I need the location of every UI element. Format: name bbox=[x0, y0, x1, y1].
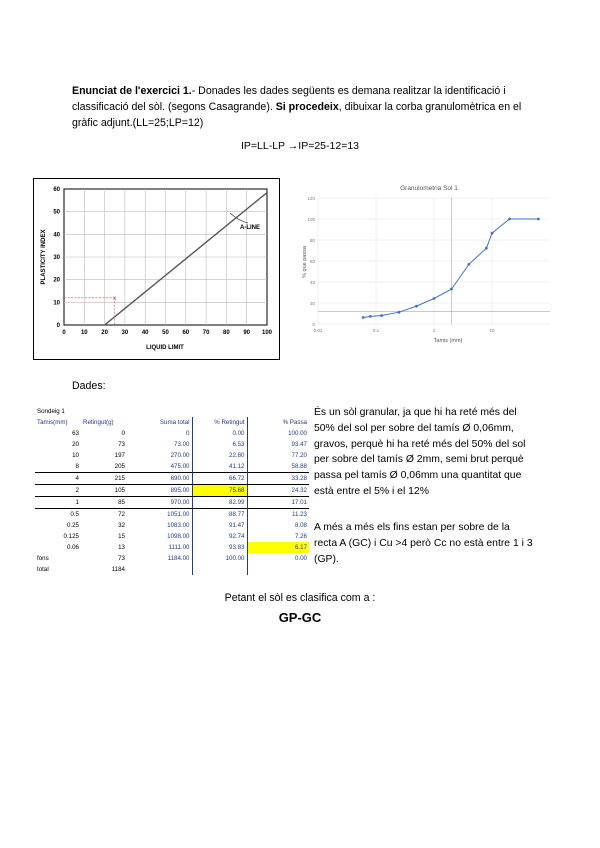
table-cell: 270.00 bbox=[127, 450, 192, 461]
granulometry-point bbox=[537, 218, 540, 221]
table-cell: 6.53 bbox=[192, 439, 247, 450]
table-cell: 8.08 bbox=[294, 522, 307, 529]
table-cell: 205 bbox=[114, 463, 125, 470]
table-cell: 1083.00 bbox=[127, 520, 192, 531]
exercise-title: Enunciat de l'exercici 1. bbox=[72, 85, 192, 97]
plasticity-x-tick: 30 bbox=[121, 330, 129, 336]
table-cell: 2 bbox=[35, 485, 81, 497]
plasticity-x-tick: 0 bbox=[62, 330, 66, 336]
granulometry-x-tick: 0.1 bbox=[372, 328, 380, 333]
table-row bbox=[35, 439, 309, 450]
table-cell: 24.32 bbox=[247, 485, 309, 497]
table-row bbox=[35, 461, 309, 473]
granulometry-point bbox=[485, 247, 488, 250]
plasticity-x-tick: 10 bbox=[80, 330, 88, 336]
table-cell: 93.83 bbox=[192, 542, 247, 553]
table-cell: 82.99 bbox=[192, 497, 247, 509]
table-cell: 197 bbox=[114, 452, 125, 459]
granulometry-point bbox=[380, 314, 383, 317]
analysis-paragraph-2: A més a més els fins estan per sobre de la recta A (GC) i Cu >4 però Cc no està entre 1 i 3 (GP). bbox=[314, 522, 533, 565]
granulometry-point bbox=[398, 311, 401, 314]
table-cell: 88.77 bbox=[192, 509, 247, 521]
table-header-row bbox=[35, 417, 309, 428]
plasticity-x-tick: 20 bbox=[101, 330, 108, 336]
table-cell: 11.23 bbox=[247, 509, 309, 521]
table-row bbox=[35, 497, 309, 509]
plasticity-x-tick: 60 bbox=[182, 330, 190, 336]
table-cell: 1184.00 bbox=[127, 553, 192, 564]
plasticity-y-tick: 20 bbox=[53, 277, 60, 284]
granulometry-title: Granulometria Sol 1 bbox=[400, 185, 458, 192]
table-cell: 0.00 bbox=[294, 555, 307, 562]
table-cell: 41.12 bbox=[192, 461, 247, 473]
table-cell: 73 bbox=[118, 555, 125, 562]
a-line-label: A-LINE bbox=[240, 225, 260, 231]
table-cell: 73.00 bbox=[127, 439, 192, 450]
table-row bbox=[35, 542, 309, 553]
table-cell: 6.17 bbox=[247, 542, 309, 553]
table-row bbox=[35, 564, 309, 575]
table-cell: 215 bbox=[81, 473, 127, 485]
granulometry-y-label: % que passa bbox=[302, 246, 308, 278]
granulometry-y-tick: 0 bbox=[312, 322, 315, 327]
table-row bbox=[35, 531, 309, 542]
exercise-text-2: , dibuixar la corba granulomètrica en el gràfic adjunt.(LL=25;LP=12) bbox=[72, 101, 522, 129]
analysis-paragraph-1: És un sòl granular, ja que hi ha reté més del 50% del sol per sobre del tamís Ø 0,06mm, gravos, perquè hi ha reté més del 50% del sol per sobre del tamís Ø 2mm, semi brut perquè passa pel tamís Ø 0,06mm una quantitat que està entre el 5% i el 12% bbox=[314, 407, 526, 497]
exercise-bold-phrase: Si procedeix bbox=[275, 101, 339, 113]
plasticity-x-tick: 40 bbox=[141, 330, 149, 336]
plasticity-x-label: LIQUID LIMIT bbox=[146, 345, 184, 351]
table-row bbox=[35, 450, 309, 461]
table-cell: 20 bbox=[72, 441, 79, 448]
table-row bbox=[35, 485, 309, 497]
granulometry-x-label: Tamis (mm) bbox=[433, 338, 463, 344]
table-cell: 1184 bbox=[111, 566, 125, 573]
table-cell: fons bbox=[37, 555, 49, 562]
table-cell: 100.00 bbox=[192, 553, 247, 564]
table-cell: 58.88 bbox=[291, 463, 307, 470]
table-cell: 32 bbox=[118, 522, 125, 529]
granulometry-x-tick: 10 bbox=[489, 328, 495, 333]
plasticity-x-tick: 50 bbox=[162, 330, 169, 336]
table-cell: 63 bbox=[72, 430, 79, 437]
plasticity-chart-svg bbox=[34, 179, 279, 359]
table-cell: 85 bbox=[118, 499, 125, 506]
table-row bbox=[35, 520, 309, 531]
table-row bbox=[35, 428, 309, 439]
table-cell: 22.80 bbox=[192, 450, 247, 461]
table-cell: 92.74 bbox=[192, 531, 247, 542]
table-cell: 0.125 bbox=[63, 533, 79, 540]
granulometry-point bbox=[415, 305, 418, 308]
table-cell: 0.5 bbox=[35, 509, 81, 521]
table-cell: total bbox=[37, 566, 49, 573]
table-cell: 0 bbox=[127, 428, 192, 439]
granulometry-y-tick: 100 bbox=[307, 217, 315, 222]
granulometry-y-tick: 20 bbox=[309, 301, 315, 306]
table-cell: 8 bbox=[75, 463, 79, 470]
granulometry-y-tick: 60 bbox=[309, 259, 315, 264]
table-cell: 0.25 bbox=[66, 522, 79, 529]
table-cell: 91.47 bbox=[192, 520, 247, 531]
table-cell: 17.01 bbox=[291, 499, 307, 506]
conclusion-text: Petant el sòl es clasifica com a : bbox=[224, 592, 376, 604]
table-cell: 72 bbox=[81, 509, 127, 521]
granulometry-point bbox=[491, 232, 494, 235]
granulometry-point bbox=[433, 297, 436, 300]
table-cell: 66.72 bbox=[192, 473, 247, 485]
granulometry-x-tick: 1 bbox=[432, 328, 436, 333]
table-cell: 15 bbox=[118, 533, 125, 540]
table-cell: 75.68 bbox=[192, 485, 247, 497]
table-cell: 970.00 bbox=[127, 497, 192, 509]
table-row bbox=[35, 509, 309, 521]
table-cell: 105 bbox=[81, 485, 127, 497]
granulometry-curve bbox=[363, 219, 538, 318]
plasticity-y-label: PLASTICITY INDEX bbox=[41, 229, 47, 285]
granulometry-point bbox=[369, 315, 372, 318]
table-row bbox=[35, 553, 309, 564]
granulometry-chart-svg bbox=[298, 180, 560, 345]
table-cell: 4 bbox=[35, 473, 81, 485]
table-header-cell: Retingut(g) bbox=[83, 419, 114, 426]
plasticity-y-tick: 30 bbox=[53, 255, 60, 261]
plasticity-x-tick: 80 bbox=[223, 330, 230, 336]
table-cell bbox=[247, 564, 309, 575]
granulometry-y-tick: 40 bbox=[309, 280, 315, 285]
table-cell: 895.00 bbox=[127, 485, 192, 497]
table-cell bbox=[192, 564, 247, 575]
table-header-cell: % Retingut bbox=[192, 417, 247, 428]
table-cell: 13 bbox=[118, 544, 125, 551]
table-cell: 0.00 bbox=[192, 428, 247, 439]
granulometry-point bbox=[362, 316, 365, 319]
plasticity-y-tick: 0 bbox=[56, 323, 60, 329]
granulometry-point bbox=[508, 218, 511, 221]
plasticity-y-tick: 50 bbox=[53, 209, 60, 216]
table-cell: 33.28 bbox=[247, 473, 309, 485]
sieve-table bbox=[35, 407, 309, 575]
plasticity-x-tick: 90 bbox=[243, 330, 251, 336]
table-cell: 10 bbox=[72, 452, 79, 459]
plasticity-y-tick: 60 bbox=[53, 187, 60, 193]
table-cell bbox=[127, 564, 192, 575]
classification-result: GP-GC bbox=[278, 610, 322, 625]
table-header-cell: % Passa bbox=[282, 419, 307, 426]
plasticity-y-tick: 40 bbox=[53, 232, 60, 239]
plasticity-chart bbox=[33, 178, 280, 360]
granulometry-y-tick: 120 bbox=[307, 196, 315, 201]
table-cell: 0.06 bbox=[66, 544, 79, 551]
table-cell: 1 bbox=[75, 499, 79, 506]
table-cell: 100.00 bbox=[288, 430, 307, 437]
plasticity-y-tick: 10 bbox=[53, 300, 60, 307]
table-cell: 0 bbox=[121, 430, 125, 437]
table-cell: 73 bbox=[118, 441, 125, 448]
data-label: Dades: bbox=[72, 380, 106, 392]
granulometry-chart bbox=[298, 180, 560, 345]
table-header-cell: Tamis(mm) bbox=[37, 419, 68, 426]
table-cell: 77.20 bbox=[291, 452, 307, 459]
table-caption: Sondeig 1 bbox=[37, 408, 65, 415]
table-cell: 93.47 bbox=[291, 441, 307, 448]
granulometry-point bbox=[468, 263, 471, 266]
table-row bbox=[35, 473, 309, 485]
table-cell: 1111.00 bbox=[127, 542, 192, 553]
ip-formula: IP=LL-LP →IP=25-12=13 bbox=[240, 140, 360, 152]
exercise-statement bbox=[72, 83, 532, 131]
soil-point-marker: x bbox=[113, 295, 117, 302]
table-header-cell: Suma total bbox=[127, 417, 192, 428]
table-cell: 690.00 bbox=[127, 473, 192, 485]
granulometry-y-tick: 80 bbox=[309, 238, 315, 243]
granulometry-x-tick: 0.01 bbox=[313, 328, 323, 333]
table-cell: 1098.00 bbox=[127, 531, 192, 542]
table-cell: 1051.00 bbox=[127, 509, 192, 521]
plasticity-x-tick: 70 bbox=[202, 330, 210, 336]
exercise-text-1: - Donades les dades següents es demana realitzar la identificació i classificació del sòl. (segons Casagrande). bbox=[72, 85, 506, 113]
granulometry-point bbox=[450, 288, 453, 291]
table-cell: 7.26 bbox=[294, 533, 307, 540]
table-cell: 475.00 bbox=[127, 461, 192, 473]
plasticity-x-tick: 100 bbox=[261, 330, 273, 336]
